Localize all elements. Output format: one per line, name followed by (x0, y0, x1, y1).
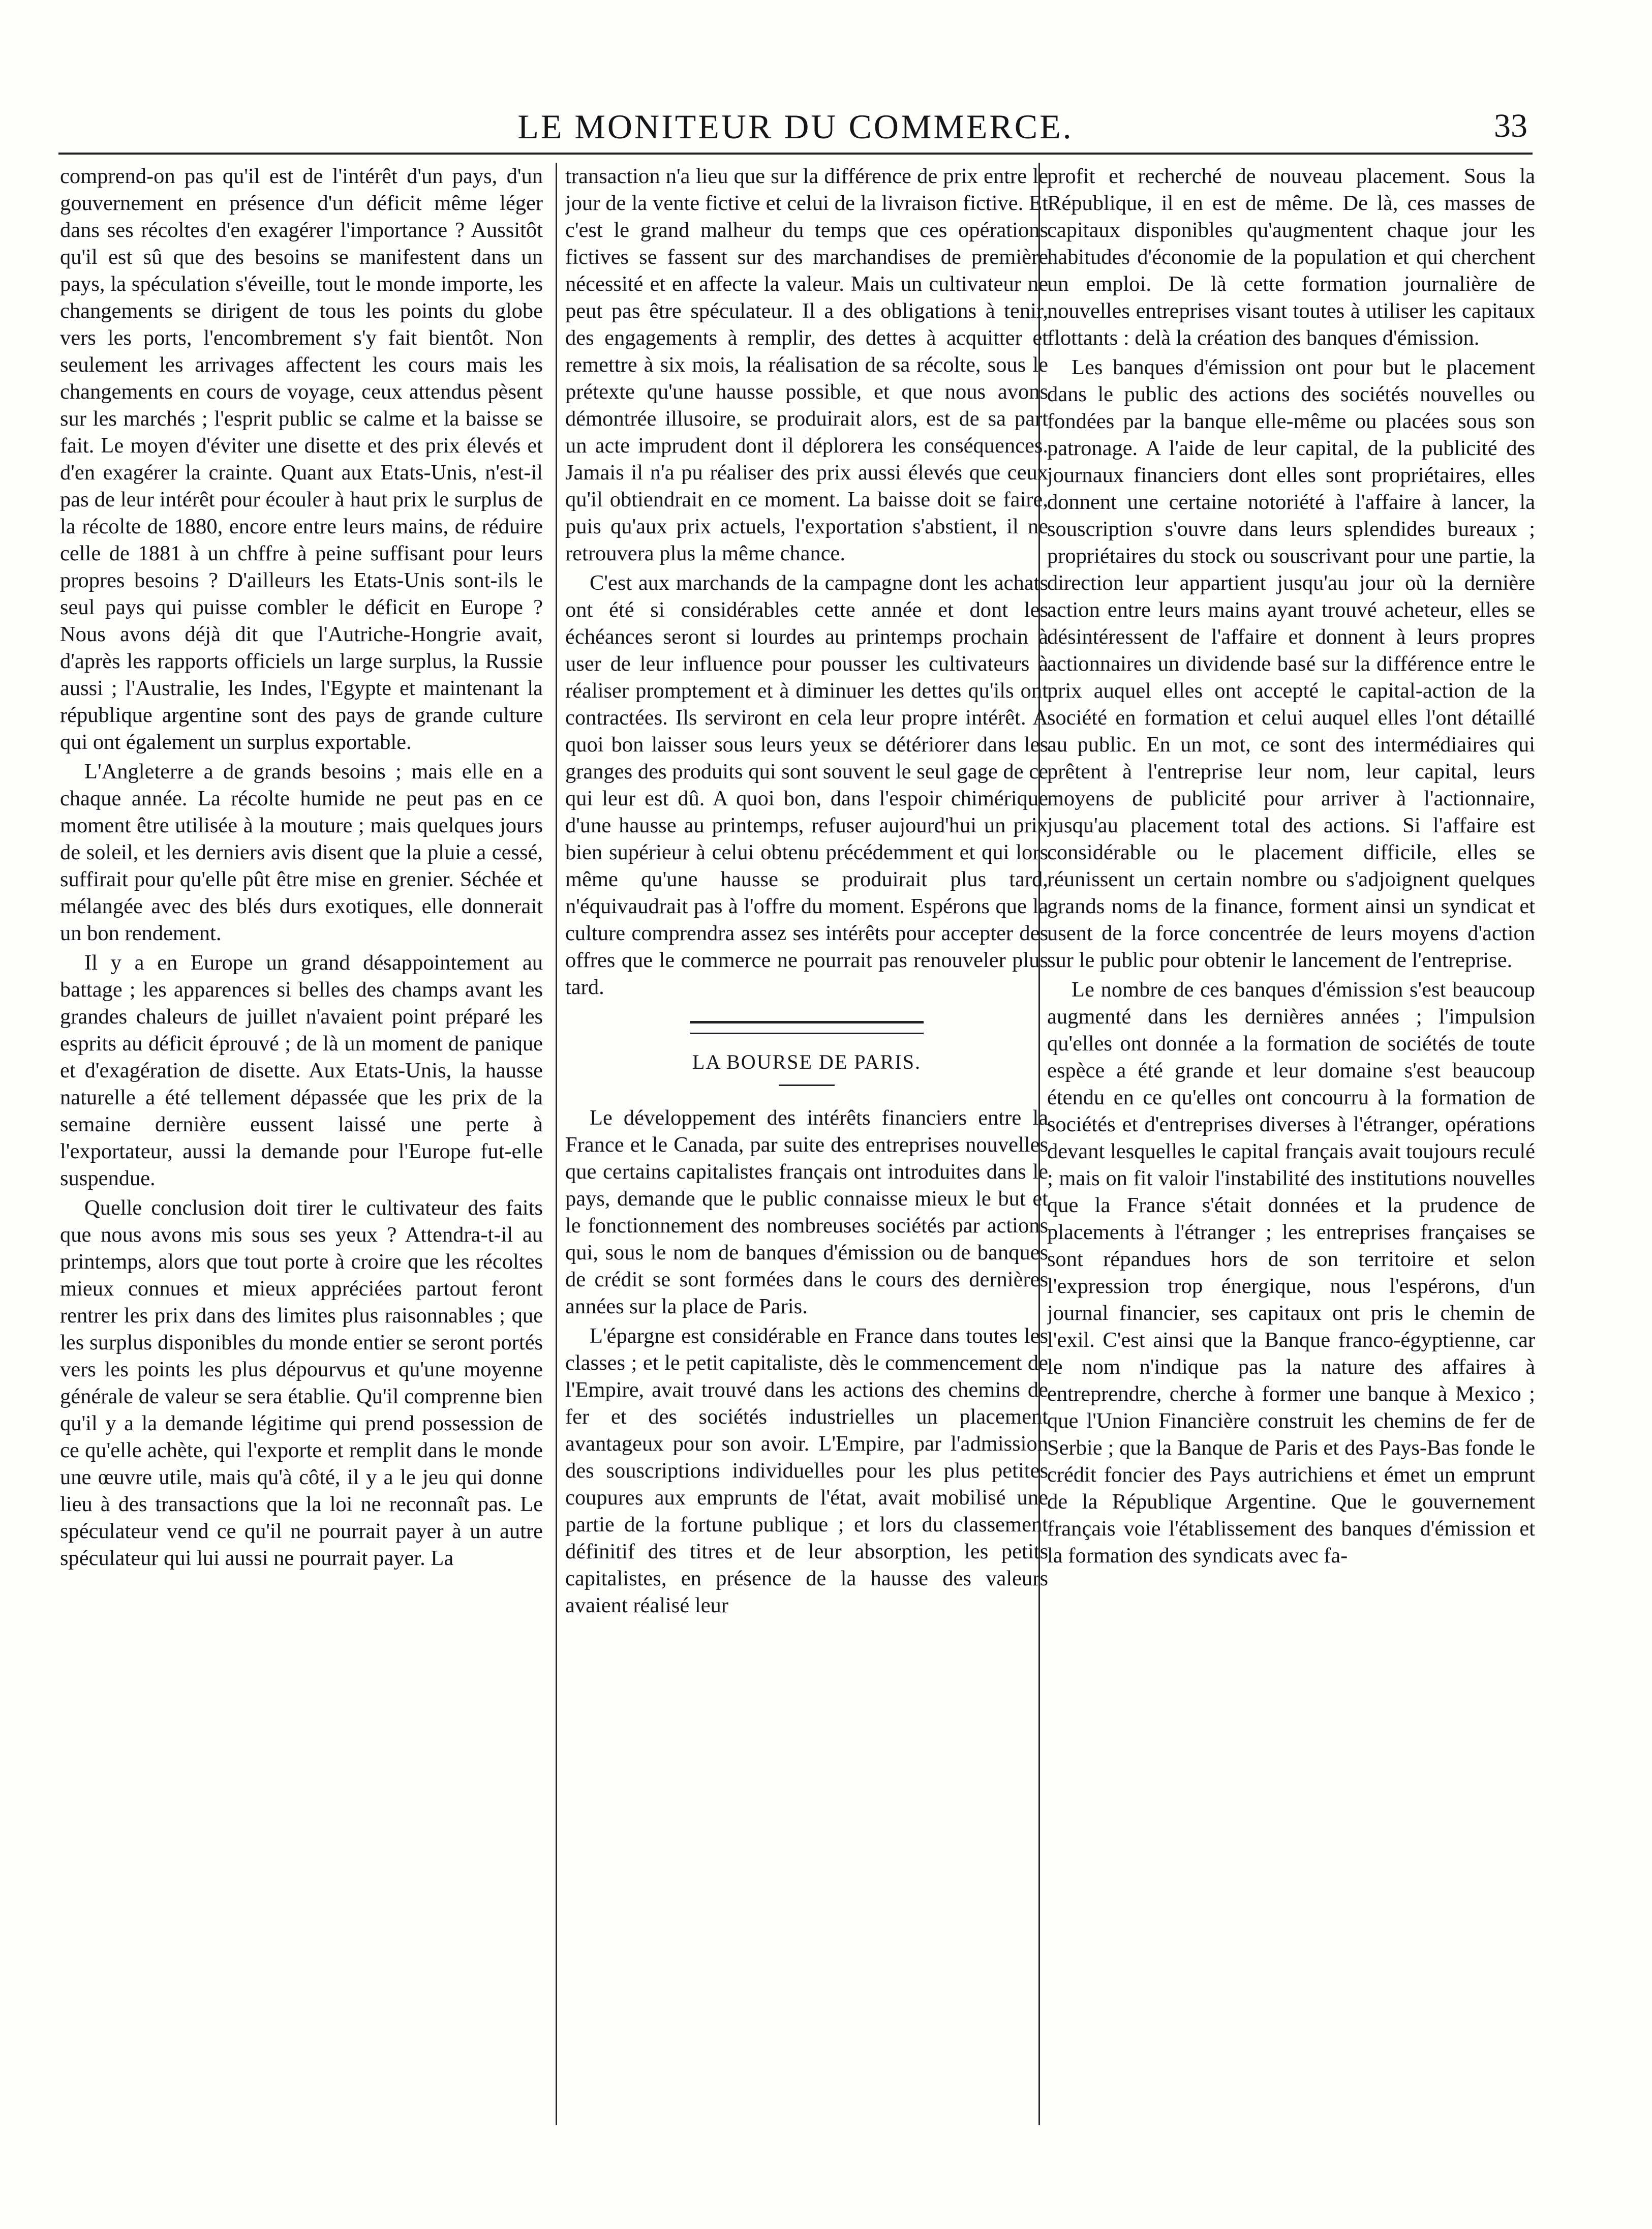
paragraph: Quelle conclusion doit tirer le cultivateur des faits que nous avons mis sous ses yeux ? Attendra-t-il au printemps, alors que tout porte à croire que les récoltes mieux connues et mieux appréciées partout feront rentrer les prix dans des limites plus raisonnables ; que les surplus disponibles du monde entier se seront portés vers les points les plus dépourvus et qu'une moyenne générale de valeur se sera établie. Qu'il comprenne bien qu'il y a la demande légitime qui prend possession de ce qu'elle achète, qui l'exporte et remplit dans le monde une œuvre utile, mais qu'à côté, il y a le jeu qui donne lieu à des transactions que la loi ne reconnaît pas. Le spéculateur vend ce qu'il ne pourrait payer à un autre spéculateur qui lui aussi ne pourrait payer. La (60, 1196, 543, 1570)
newspaper-title: LE MONITEUR DU COMMERCE. (517, 107, 1074, 146)
column-2 (565, 163, 1048, 2125)
paragraph: Le développement des intérêts financiers entre la France et le Canada, par suite des entreprises nouvelles que certains capitalistes français ont introduites dans le pays, demande que le public connaisse mieux le but et le fonctionnement des nombreuses sociétés par actions qui, sous le nom de banques d'émission ou de banques de crédit se sont formées dans le cours des dernières années sur la place de Paris. (565, 1106, 1048, 1318)
column-3 (1047, 163, 1535, 2125)
page-number: 33 (1494, 107, 1527, 144)
section-heading: LA BOURSE DE PARIS. (692, 1050, 921, 1073)
column-1 (60, 163, 543, 2125)
paragraph: L'épargne est considérable en France dans toutes les classes ; et le petit capitaliste, dès le commencement de l'Empire, avait trouvé dans les actions des chemins de fer et des sociétés industrielles un placement avantageux pour son avoir. L'Empire, par l'admission des souscriptions individuelles pour les plus petites coupures aux emprunts de l'état, avait mobilisé une partie de la fortune publique ; et lors du classement définitif des titres et de leur absorption, les petits capitalistes, en présence de la hausse des valeurs avaient réalisé leur (565, 1324, 1048, 1617)
masthead (58, 102, 1533, 158)
column-divider (556, 163, 557, 2125)
paragraph: C'est aux marchands de la campagne dont les achats ont été si considérables cette année et dont les échéances seront si lourdes au printemps prochain à user de leur influence pour pousser les cultivateurs à réaliser promptement et à diminuer les dettes qu'ils ont contractées. Ils serviront en cela leur propre intérêt. A quoi bon laisser sous leurs yeux se détériorer dans les granges des produits qui sont souvent le seul gage de ce qui leur est dû. A quoi bon, dans l'espoir chimérique d'une hausse au printemps, refuser aujourd'hui un prix bien supérieur à celui obtenu précédemment et qui lors même qu'une hausse se produirait plus tard, n'équivaudrait pas à l'offre du moment. Espérons que la culture comprendra assez ses intérêts pour accepter des offres que le commerce ne pourrait pas renouveler plus tard. (565, 571, 1048, 999)
heading-rule (779, 1085, 835, 1086)
paragraph: profit et recherché de nouveau placement. Sous la République, il en est de même. De là, ces masses de capitaux disponibles qu'augmentent chaque jour les habitudes d'économie de la population et qui cherchent un emploi. De là cette formation journalière de nouvelles entreprises visant toutes à utiliser les capitaux flottants : delà la création des banques d'émission. (1047, 164, 1535, 350)
section-divider (690, 1021, 924, 1034)
paragraph: comprend-on pas qu'il est de l'intérêt d'un pays, d'un gouvernement en présence d'un déficit même léger dans ses récoltes d'en exagérer l'importance ? Aussitôt qu'il est sû que des besoins se manifestent dans un pays, la spéculation s'éveille, tout le monde importe, les changements se dirigent de tous les points du globe vers les ports, l'encombrement s'y fait bientôt. Non seulement les arrivages affectent les cours mais les changements en cours de voyage, ceux attendus pèsent sur les marchés ; l'esprit public se calme et la baisse se fait. Le moyen d'éviter une disette et des prix élevés et d'en exagérer la crainte. Quant aux Etats-Unis, n'est-il pas de leur intérêt pour écouler à haut prix le surplus de la récolte de 1880, encore entre leurs mains, de réduire celle de 1881 à un chffre à peine suffisant pour leurs propres besoins ? D'ailleurs les Etats-Unis sont-ils le seul pays qui puisse combler le déficit en Europe ? Nous avons déjà dit que l'Autriche-Hongrie avait, d'après les rapports officiels un large surplus, la Russie aussi ; l'Australie, les Indes, l'Egypte et maintenant la république argentine sont des pays de grande culture qui ont également un surplus exportable. (60, 164, 543, 754)
paragraph: L'Angleterre a de grands besoins ; mais elle en a chaque année. La récolte humide ne peut pas en ce moment être utilisée à la mouture ; mais quelques jours de soleil, et les derniers avis disent que la pluie a cessé, suffirait pour qu'elle pût être mise en grenier. Séchée et mélangée avec des blés durs exotiques, elle donnerait un bon rendement. (60, 760, 543, 945)
header-rule (58, 153, 1533, 155)
paragraph: Le nombre de ces banques d'émission s'est beaucoup augmenté dans les dernières années ; l'impulsion qu'elles ont donnée a la formation de sociétés de toute espèce a été grande et leur domaine s'est beaucoup étendu en ce qu'elles ont concourru à la formation de sociétés et d'entreprises diverses à l'étranger, opérations devant lesquelles le capital français avait toujours reculé ; mais on fit valoir l'instabilité des institutions nouvelles que la France s'était données et la prudence de placements à l'étranger ; les entreprises françaises se sont répandues hors de son territoire et selon l'expression trop énergique, nous l'espérons, d'un journal financier, ses capitaux ont pris le chemin de l'exil. C'est ainsi que la Banque franco-égyptienne, car le nom n'indique pas la nature des affaires à entreprendre, cherche à former une banque à Mexico ; que l'Union Financière construit les chemins de fer de Serbie ; que la Banque de Paris et des Pays-Bas fonde le crédit foncier des Pays autrichiens et émet un emprunt de la République Argentine. Que le gouvernement français voie l'établissement des banques d'émission et la formation des syndicats avec fa- (1047, 978, 1535, 1568)
paragraph: Les banques d'émission ont pour but le placement dans le public des actions des sociétés nouvelles ou fondées par la banque elle-même ou placées sous son patronage. A l'aide de leur capital, de la publicité des journaux financiers dont elles sont propriétaires, elles donnent une certaine notoriété à l'affaire à lancer, la souscription s'ouvre dans leurs splendides bureaux ; propriétaires du stock ou souscrivant pour une partie, la direction leur appartient jusqu'au jour où la dernière action entre leurs mains ayant trouvé acheteur, elles se désintéressent de l'affaire et donnent à leurs propres actionnaires un dividende basé sur la différence entre le prix auquel elles ont accepté le capital-action de la société en formation et celui auquel elles l'ont détaillé au public. En un mot, ce sont des intermédiaires qui prêtent à l'entreprise leur nom, leur capital, leurs moyens de publicité pour arriver à l'actionnaire, jusqu'au placement total des actions. Si l'affaire est considérable ou le placement difficile, elles se réunissent un certain nombre ou s'adjoignent quelques grands noms de la finance, forment ainsi un syndicat et usent de la force concentrée de leurs moyens d'action sur le public pour obtenir le lancement de l'entreprise. (1047, 355, 1535, 972)
paragraph: transaction n'a lieu que sur la différence de prix entre le jour de la vente fictive et celui de la livraison fictive. Et c'est le grand malheur du temps que ces opérations fictives se fassent sur des marchandises de première nécessité et en affecte la valeur. Mais un cultivateur ne peut pas être spéculateur. Il a des obligations à tenir, des engagements à remplir, des dettes à acquitter et remettre à six mois, la réalisation de sa récolte, sous le prétexte qu'une hausse possible, et que nous avons démontrée illusoire, se produirait alors, est de sa part un acte imprudent dont il déplorera les conséquences. Jamais il n'a pu réaliser des prix aussi élevés que ceux qu'il obtiendrait en ce moment. La baisse doit se faire, puis qu'aux prix actuels, l'exportation s'abstient, il ne retrouvera plus la même chance. (565, 164, 1048, 565)
paragraph: Il y a en Europe un grand désappointement au battage ; les apparences si belles des champs avant les grandes chaleurs de juillet n'avaient point préparé les esprits au déficit éprouvé ; de là un moment de panique et d'exagération de disette. Aux Etats-Unis, la hausse naturelle a été tellement dépassée que les prix de la semaine dernière eussent laissé une perte à l'exportateur, aussi la demande pour l'Europe fut-elle suspendue. (60, 951, 543, 1190)
